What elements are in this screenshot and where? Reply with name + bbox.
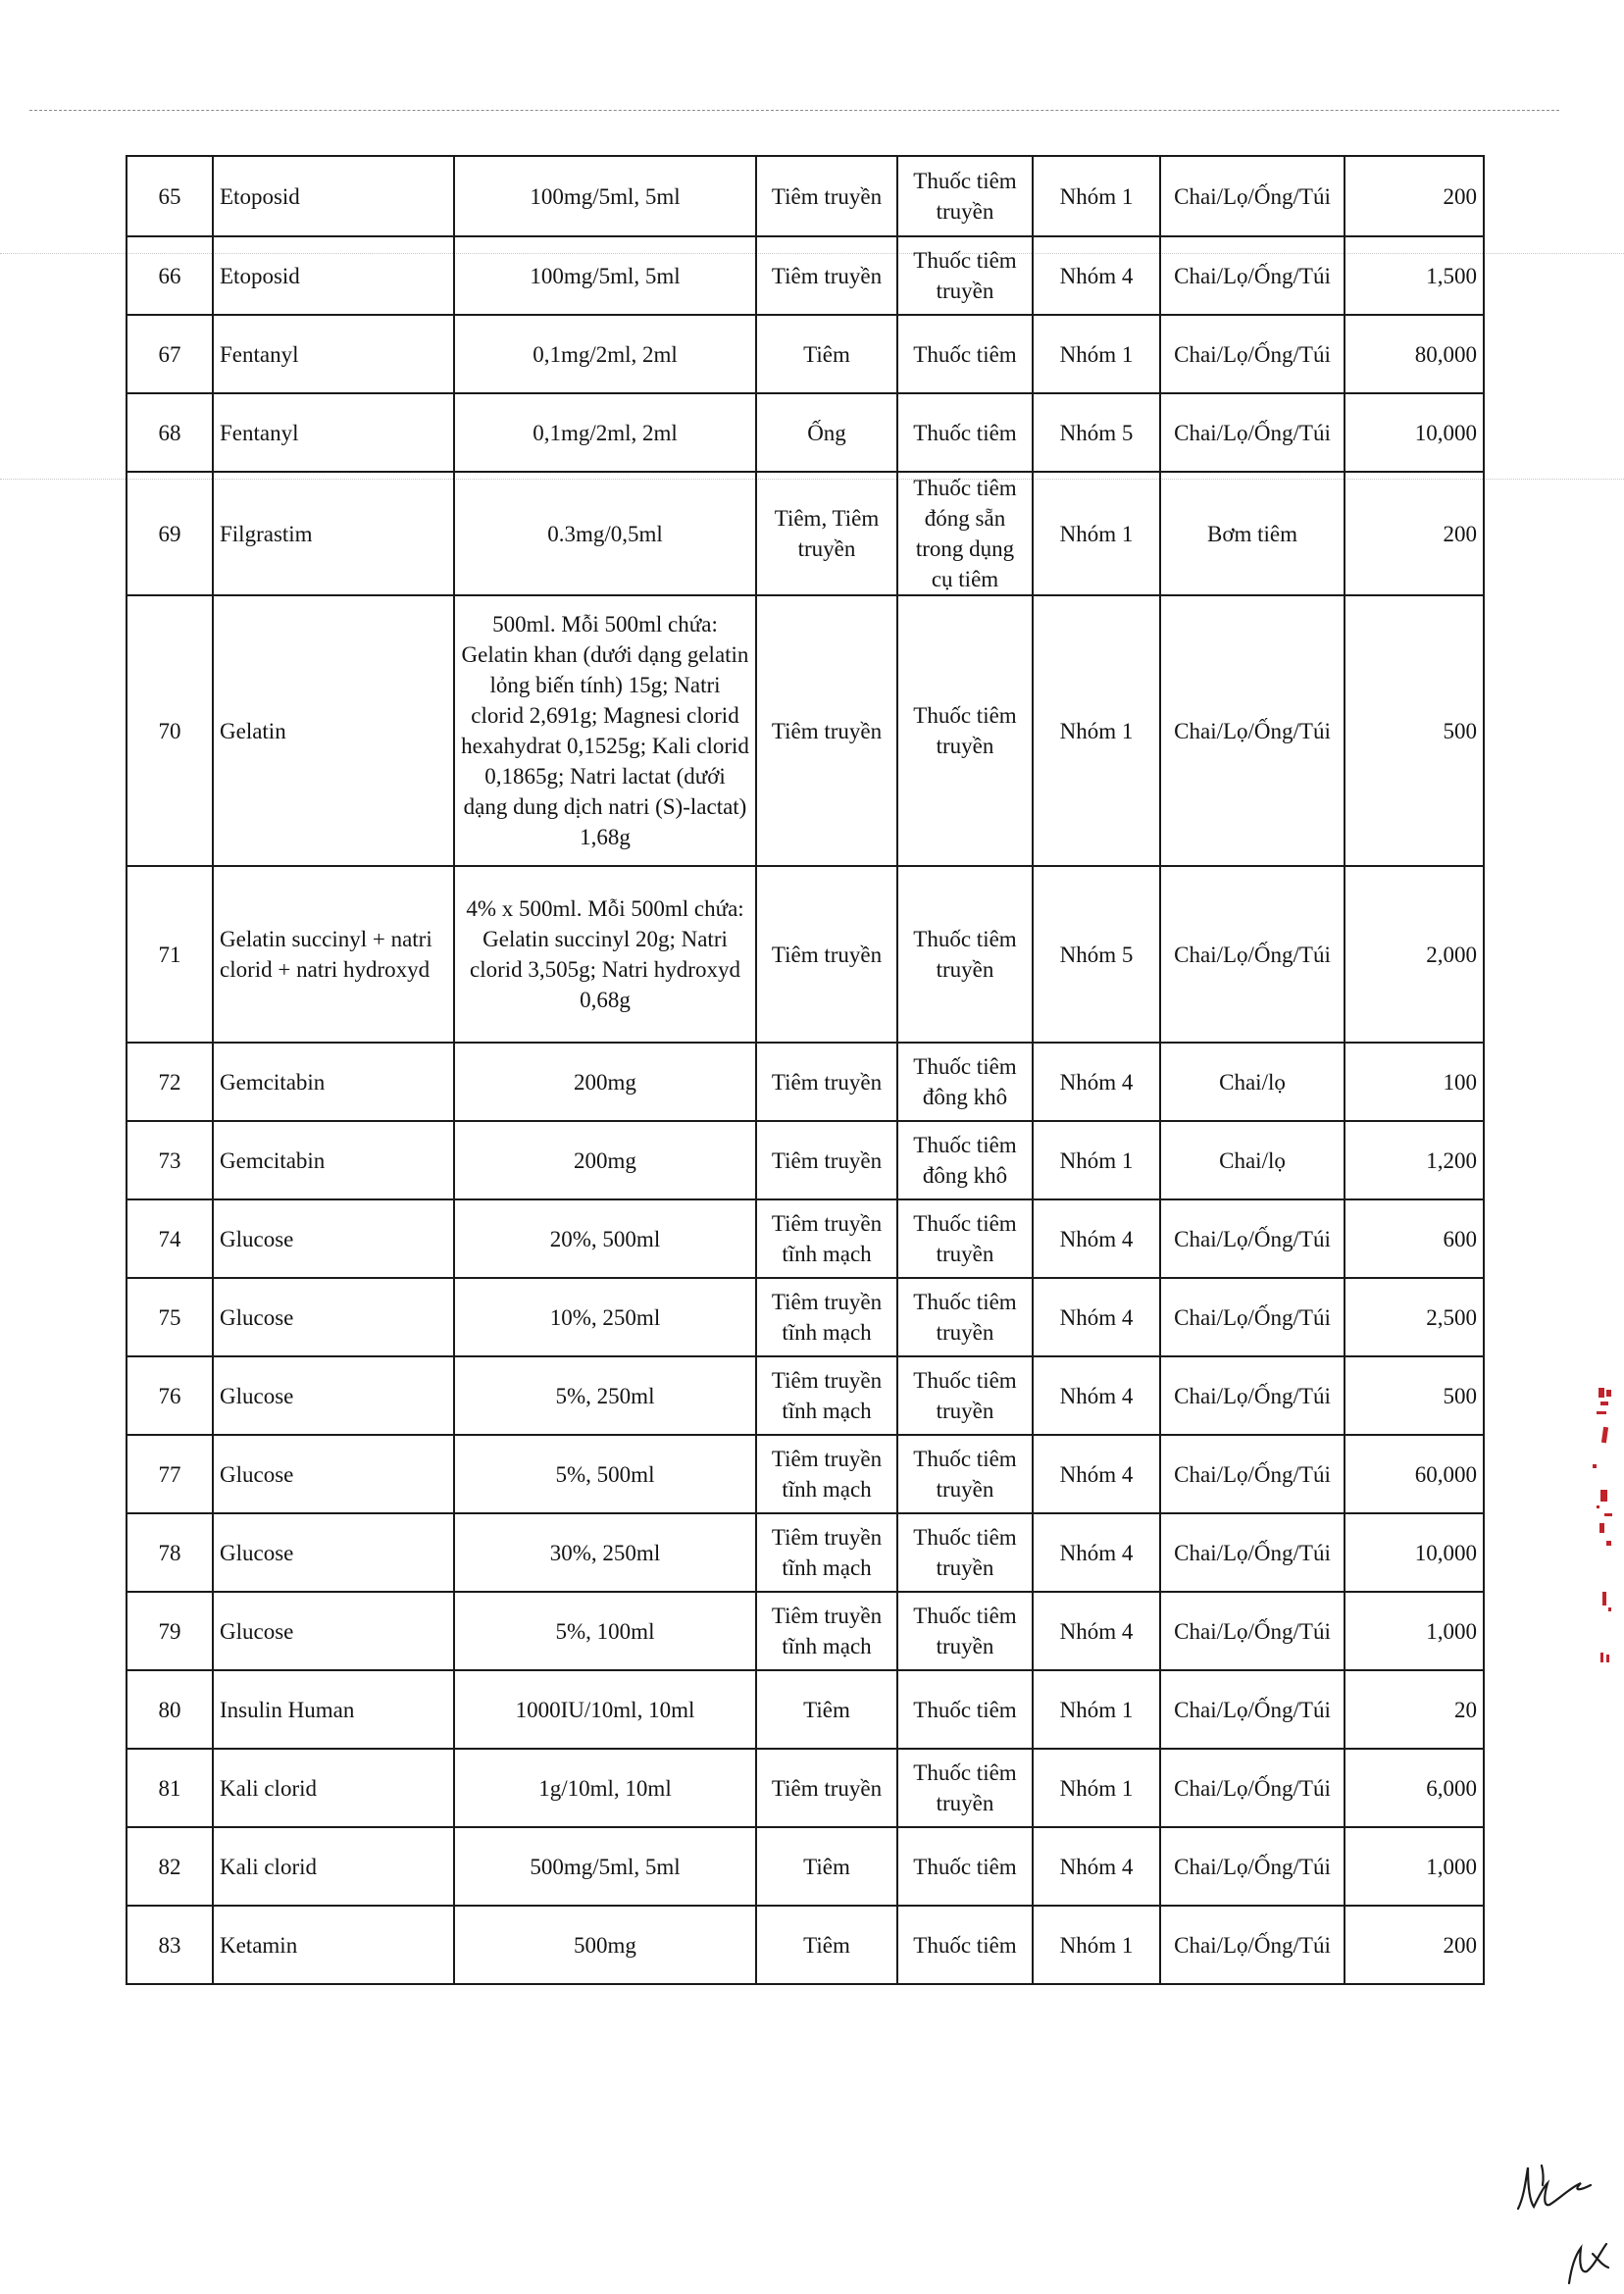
quantity-cell: 10,000 <box>1345 393 1484 472</box>
technical-group-cell: Nhóm 4 <box>1033 1435 1160 1513</box>
unit-cell: Chai/Lọ/Ống/Túi <box>1160 595 1345 866</box>
technical-group-cell: Nhóm 1 <box>1033 595 1160 866</box>
row-number-cell: 72 <box>127 1043 213 1121</box>
dosage-form-cell: Thuốc tiêm <box>897 393 1033 472</box>
quantity-cell: 200 <box>1345 472 1484 595</box>
concentration-cell: 0,1mg/2ml, 2ml <box>454 393 756 472</box>
unit-cell: Chai/Lọ/Ống/Túi <box>1160 156 1345 236</box>
dosage-form-cell: Thuốc tiêm đóng sẵn trong dụng cụ tiêm <box>897 472 1033 595</box>
route-of-administration-cell: Tiêm truyền <box>756 1749 897 1827</box>
active-ingredient-cell: Glucose <box>213 1199 454 1278</box>
dosage-form-cell: Thuốc tiêm truyền <box>897 1278 1033 1356</box>
concentration-cell: 1000IU/10ml, 10ml <box>454 1670 756 1749</box>
concentration-cell: 100mg/5ml, 5ml <box>454 236 756 315</box>
concentration-cell: 4% x 500ml. Mỗi 500ml chứa: Gelatin succinyl 20g; Natri clorid 3,505g; Natri hydroxyd 0,68g <box>454 866 756 1043</box>
row-number-cell: 74 <box>127 1199 213 1278</box>
active-ingredient-cell: Glucose <box>213 1356 454 1435</box>
quantity-cell: 2,500 <box>1345 1278 1484 1356</box>
table-row <box>127 1278 1484 1356</box>
unit-cell: Chai/Lọ/Ống/Túi <box>1160 236 1345 315</box>
unit-cell: Chai/Lọ/Ống/Túi <box>1160 1199 1345 1278</box>
dosage-form-cell: Thuốc tiêm truyền <box>897 1435 1033 1513</box>
row-number-cell: 73 <box>127 1121 213 1199</box>
route-of-administration-cell: Tiêm <box>756 1906 897 1984</box>
row-number-cell: 82 <box>127 1827 213 1906</box>
route-of-administration-cell: Tiêm truyền tĩnh mạch <box>756 1513 897 1592</box>
technical-group-cell: Nhóm 4 <box>1033 1043 1160 1121</box>
quantity-cell: 200 <box>1345 156 1484 236</box>
row-number-cell: 75 <box>127 1278 213 1356</box>
table-row <box>127 1435 1484 1513</box>
route-of-administration-cell: Tiêm truyền <box>756 156 897 236</box>
active-ingredient-cell: Fentanyl <box>213 393 454 472</box>
dosage-form-cell: Thuốc tiêm truyền <box>897 595 1033 866</box>
unit-cell: Chai/Lọ/Ống/Túi <box>1160 1356 1345 1435</box>
dosage-form-cell: Thuốc tiêm <box>897 315 1033 393</box>
unit-cell: Chai/Lọ/Ống/Túi <box>1160 866 1345 1043</box>
technical-group-cell: Nhóm 4 <box>1033 1278 1160 1356</box>
table-row <box>127 1513 1484 1592</box>
table-row <box>127 1356 1484 1435</box>
route-of-administration-cell: Tiêm truyền <box>756 1121 897 1199</box>
concentration-cell: 5%, 100ml <box>454 1592 756 1670</box>
table-row <box>127 1043 1484 1121</box>
row-number-cell: 65 <box>127 156 213 236</box>
unit-cell: Chai/lọ <box>1160 1043 1345 1121</box>
concentration-cell: 5%, 250ml <box>454 1356 756 1435</box>
dosage-form-cell: Thuốc tiêm truyền <box>897 1749 1033 1827</box>
technical-group-cell: Nhóm 4 <box>1033 236 1160 315</box>
row-number-cell: 80 <box>127 1670 213 1749</box>
dosage-form-cell: Thuốc tiêm truyền <box>897 866 1033 1043</box>
table-row <box>127 1592 1484 1670</box>
dosage-form-cell: Thuốc tiêm đông khô <box>897 1043 1033 1121</box>
drug-list-table <box>126 155 1485 1985</box>
row-number-cell: 70 <box>127 595 213 866</box>
table-row <box>127 1121 1484 1199</box>
concentration-cell: 200mg <box>454 1043 756 1121</box>
active-ingredient-cell: Kali clorid <box>213 1749 454 1827</box>
concentration-cell: 30%, 250ml <box>454 1513 756 1592</box>
technical-group-cell: Nhóm 1 <box>1033 1749 1160 1827</box>
red-stamp-mark <box>1583 1388 1618 1672</box>
technical-group-cell: Nhóm 1 <box>1033 315 1160 393</box>
technical-group-cell: Nhóm 1 <box>1033 1906 1160 1984</box>
concentration-cell: 200mg <box>454 1121 756 1199</box>
unit-cell: Bơm tiêm <box>1160 472 1345 595</box>
route-of-administration-cell: Tiêm truyền <box>756 236 897 315</box>
row-number-cell: 78 <box>127 1513 213 1592</box>
table-row <box>127 595 1484 866</box>
dosage-form-cell: Thuốc tiêm truyền <box>897 1513 1033 1592</box>
row-number-cell: 81 <box>127 1749 213 1827</box>
technical-group-cell: Nhóm 4 <box>1033 1356 1160 1435</box>
technical-group-cell: Nhóm 1 <box>1033 156 1160 236</box>
table-row <box>127 1199 1484 1278</box>
concentration-cell: 10%, 250ml <box>454 1278 756 1356</box>
concentration-cell: 500ml. Mỗi 500ml chứa: Gelatin khan (dưới dạng gelatin lỏng biến tính) 15g; Natri clorid 2,691g; Magnesi clorid hexahydrat 0,1525g; Kali clorid 0,1865g; Natri lactat (dưới dạng dung dịch natri (S)-lactat) 1,68g <box>454 595 756 866</box>
active-ingredient-cell: Gemcitabin <box>213 1043 454 1121</box>
concentration-cell: 5%, 500ml <box>454 1435 756 1513</box>
dosage-form-cell: Thuốc tiêm <box>897 1906 1033 1984</box>
row-number-cell: 77 <box>127 1435 213 1513</box>
unit-cell: Chai/Lọ/Ống/Túi <box>1160 1435 1345 1513</box>
route-of-administration-cell: Tiêm truyền tĩnh mạch <box>756 1592 897 1670</box>
table-row <box>127 236 1484 315</box>
technical-group-cell: Nhóm 4 <box>1033 1199 1160 1278</box>
active-ingredient-cell: Etoposid <box>213 236 454 315</box>
row-number-cell: 83 <box>127 1906 213 1984</box>
dosage-form-cell: Thuốc tiêm đông khô <box>897 1121 1033 1199</box>
concentration-cell: 500mg/5ml, 5ml <box>454 1827 756 1906</box>
quantity-cell: 1,000 <box>1345 1592 1484 1670</box>
dosage-form-cell: Thuốc tiêm <box>897 1827 1033 1906</box>
technical-group-cell: Nhóm 1 <box>1033 1670 1160 1749</box>
route-of-administration-cell: Tiêm truyền tĩnh mạch <box>756 1199 897 1278</box>
unit-cell: Chai/Lọ/Ống/Túi <box>1160 1670 1345 1749</box>
quantity-cell: 200 <box>1345 1906 1484 1984</box>
active-ingredient-cell: Insulin Human <box>213 1670 454 1749</box>
route-of-administration-cell: Tiêm truyền tĩnh mạch <box>756 1435 897 1513</box>
concentration-cell: 100mg/5ml, 5ml <box>454 156 756 236</box>
table-row <box>127 472 1484 595</box>
table-row <box>127 866 1484 1043</box>
row-number-cell: 69 <box>127 472 213 595</box>
active-ingredient-cell: Etoposid <box>213 156 454 236</box>
route-of-administration-cell: Tiêm truyền tĩnh mạch <box>756 1356 897 1435</box>
route-of-administration-cell: Tiêm truyền <box>756 866 897 1043</box>
active-ingredient-cell: Glucose <box>213 1435 454 1513</box>
quantity-cell: 2,000 <box>1345 866 1484 1043</box>
concentration-cell: 0,1mg/2ml, 2ml <box>454 315 756 393</box>
concentration-cell: 1g/10ml, 10ml <box>454 1749 756 1827</box>
quantity-cell: 80,000 <box>1345 315 1484 393</box>
route-of-administration-cell: Tiêm truyền tĩnh mạch <box>756 1278 897 1356</box>
technical-group-cell: Nhóm 1 <box>1033 1121 1160 1199</box>
unit-cell: Chai/Lọ/Ống/Túi <box>1160 1513 1345 1592</box>
active-ingredient-cell: Filgrastim <box>213 472 454 595</box>
table-row <box>127 1749 1484 1827</box>
quantity-cell: 100 <box>1345 1043 1484 1121</box>
table-row <box>127 393 1484 472</box>
technical-group-cell: Nhóm 4 <box>1033 1592 1160 1670</box>
quantity-cell: 6,000 <box>1345 1749 1484 1827</box>
technical-group-cell: Nhóm 5 <box>1033 866 1160 1043</box>
scan-header-line <box>29 110 1559 111</box>
row-number-cell: 67 <box>127 315 213 393</box>
dosage-form-cell: Thuốc tiêm truyền <box>897 1592 1033 1670</box>
table-row <box>127 156 1484 236</box>
quantity-cell: 600 <box>1345 1199 1484 1278</box>
unit-cell: Chai/Lọ/Ống/Túi <box>1160 1827 1345 1906</box>
active-ingredient-cell: Fentanyl <box>213 315 454 393</box>
technical-group-cell: Nhóm 1 <box>1033 472 1160 595</box>
active-ingredient-cell: Glucose <box>213 1592 454 1670</box>
table-body <box>127 156 1484 1984</box>
quantity-cell: 1,500 <box>1345 236 1484 315</box>
unit-cell: Chai/Lọ/Ống/Túi <box>1160 1278 1345 1356</box>
dosage-form-cell: Thuốc tiêm truyền <box>897 156 1033 236</box>
table-row <box>127 1906 1484 1984</box>
route-of-administration-cell: Tiêm truyền <box>756 1043 897 1121</box>
unit-cell: Chai/Lọ/Ống/Túi <box>1160 1592 1345 1670</box>
active-ingredient-cell: Glucose <box>213 1278 454 1356</box>
row-number-cell: 71 <box>127 866 213 1043</box>
technical-group-cell: Nhóm 5 <box>1033 393 1160 472</box>
technical-group-cell: Nhóm 4 <box>1033 1827 1160 1906</box>
dosage-form-cell: Thuốc tiêm truyền <box>897 1199 1033 1278</box>
technical-group-cell: Nhóm 4 <box>1033 1513 1160 1592</box>
table-row <box>127 1670 1484 1749</box>
quantity-cell: 10,000 <box>1345 1513 1484 1592</box>
dosage-form-cell: Thuốc tiêm <box>897 1670 1033 1749</box>
route-of-administration-cell: Tiêm <box>756 315 897 393</box>
route-of-administration-cell: Tiêm, Tiêm truyền <box>756 472 897 595</box>
row-number-cell: 76 <box>127 1356 213 1435</box>
route-of-administration-cell: Tiêm <box>756 1670 897 1749</box>
quantity-cell: 500 <box>1345 595 1484 866</box>
active-ingredient-cell: Gelatin <box>213 595 454 866</box>
concentration-cell: 0.3mg/0,5ml <box>454 472 756 595</box>
route-of-administration-cell: Tiêm <box>756 1827 897 1906</box>
active-ingredient-cell: Ketamin <box>213 1906 454 1984</box>
active-ingredient-cell: Gelatin succinyl + natri clorid + natri hydroxyd <box>213 866 454 1043</box>
row-number-cell: 79 <box>127 1592 213 1670</box>
concentration-cell: 20%, 500ml <box>454 1199 756 1278</box>
quantity-cell: 500 <box>1345 1356 1484 1435</box>
active-ingredient-cell: Glucose <box>213 1513 454 1592</box>
handwritten-signature <box>1510 2158 1618 2285</box>
table-row <box>127 1827 1484 1906</box>
concentration-cell: 500mg <box>454 1906 756 1984</box>
unit-cell: Chai/lọ <box>1160 1121 1345 1199</box>
row-number-cell: 68 <box>127 393 213 472</box>
quantity-cell: 60,000 <box>1345 1435 1484 1513</box>
unit-cell: Chai/Lọ/Ống/Túi <box>1160 1906 1345 1984</box>
row-number-cell: 66 <box>127 236 213 315</box>
active-ingredient-cell: Kali clorid <box>213 1827 454 1906</box>
unit-cell: Chai/Lọ/Ống/Túi <box>1160 393 1345 472</box>
dosage-form-cell: Thuốc tiêm truyền <box>897 1356 1033 1435</box>
route-of-administration-cell: Tiêm truyền <box>756 595 897 866</box>
active-ingredient-cell: Gemcitabin <box>213 1121 454 1199</box>
table-row <box>127 315 1484 393</box>
quantity-cell: 1,000 <box>1345 1827 1484 1906</box>
quantity-cell: 20 <box>1345 1670 1484 1749</box>
dosage-form-cell: Thuốc tiêm truyền <box>897 236 1033 315</box>
route-of-administration-cell: Ống <box>756 393 897 472</box>
unit-cell: Chai/Lọ/Ống/Túi <box>1160 1749 1345 1827</box>
unit-cell: Chai/Lọ/Ống/Túi <box>1160 315 1345 393</box>
quantity-cell: 1,200 <box>1345 1121 1484 1199</box>
